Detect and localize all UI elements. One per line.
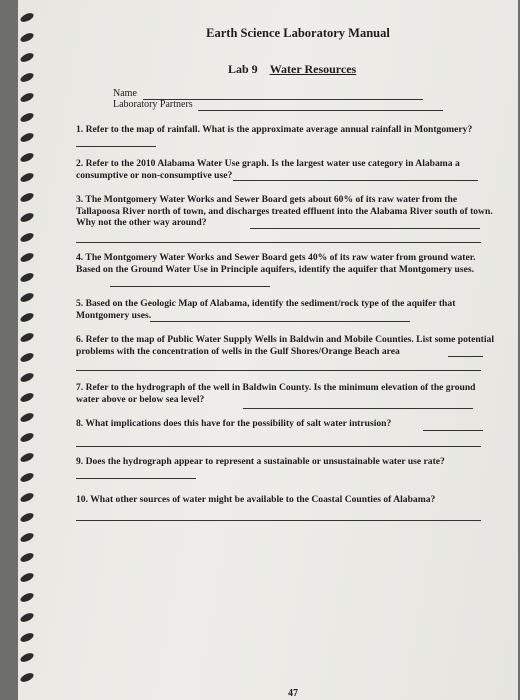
partners-field <box>113 99 193 110</box>
binding-ring <box>19 251 35 263</box>
binding-ring <box>19 651 35 663</box>
binding-ring <box>19 71 35 83</box>
answer-line-2[interactable] <box>233 180 478 181</box>
binding-ring <box>19 451 35 463</box>
partners-label: Laboratory Partners <box>113 99 193 110</box>
manual-title: Earth Science Laboratory Manual <box>206 26 390 40</box>
binding-ring <box>19 591 35 603</box>
binding-ring <box>19 191 35 203</box>
spiral-binding <box>18 0 40 700</box>
binding-ring <box>19 351 35 363</box>
question-6: 6. Refer to the map of Public Water Supply Wells in Baldwin and Mobile Counties. List some potential problems with the concentration of wells in the Gulf Shores/Orange Beach area <box>76 334 494 357</box>
lab-number: Lab 9 <box>228 62 258 76</box>
question-10: 10. What other sources of water might be available to the Coastal Counties of Alabama? <box>76 494 436 505</box>
binding-ring <box>19 311 35 323</box>
binding-ring <box>19 411 35 423</box>
answer-line-3b[interactable] <box>76 242 481 243</box>
answer-line-4[interactable] <box>110 286 270 287</box>
binding-ring <box>19 151 35 163</box>
answer-line-6b[interactable] <box>76 370 481 371</box>
binding-ring <box>19 531 35 543</box>
name-field <box>113 88 137 99</box>
binding-ring <box>19 231 35 243</box>
question-5: 5. Based on the Geologic Map of Alabama, identify the sediment/rock type of the aquifer that Montgomery uses. <box>76 298 456 321</box>
binding-ring <box>19 391 35 403</box>
binding-ring <box>19 611 35 623</box>
binding-ring <box>19 171 35 183</box>
binding-ring <box>19 491 35 503</box>
binding-ring <box>19 211 35 223</box>
binding-ring <box>19 331 35 343</box>
answer-line-7[interactable] <box>243 408 473 409</box>
partners-answer-line[interactable] <box>198 110 443 111</box>
question-9: 9. Does the hydrograph appear to represent a sustainable or unsustainable water use rate? <box>76 456 445 467</box>
binding-ring <box>19 291 35 303</box>
question-2: 2. Refer to the 2010 Alabama Water Use graph. Is the largest water use category in Alabama a consumptive or non-consumptive use? <box>76 158 460 181</box>
page-number: 47 <box>288 688 298 699</box>
answer-line-1[interactable] <box>76 146 156 147</box>
answer-line-10[interactable] <box>76 520 481 521</box>
binding-ring <box>19 571 35 583</box>
binding-ring <box>19 551 35 563</box>
question-1: 1. Refer to the map of rainfall. What is the approximate average annual rainfall in Montgomery? <box>76 124 473 135</box>
worksheet-page <box>18 0 518 700</box>
question-4: 4. The Montgomery Water Works and Sewer Board gets 40% of its raw water from ground water. Based on the Ground Water Use in Principle aquifers, identify the aquifer that Montgomery uses. <box>76 252 476 275</box>
lab-heading <box>228 62 356 77</box>
binding-ring <box>19 511 35 523</box>
binding-ring <box>19 51 35 63</box>
answer-line-6a[interactable] <box>448 356 483 357</box>
binding-ring <box>19 671 35 683</box>
binding-ring <box>19 131 35 143</box>
binding-ring <box>19 271 35 283</box>
lab-topic: Water Resources <box>269 62 357 76</box>
answer-line-9[interactable] <box>76 478 196 479</box>
binding-ring <box>19 371 35 383</box>
binding-ring <box>19 431 35 443</box>
question-3: 3. The Montgomery Water Works and Sewer Board gets about 60% of its raw water from the Tallapoosa River north of town, and discharges treated effluent into the Alabama River south of town. Why not the other way around? <box>76 194 493 228</box>
binding-ring <box>19 11 35 23</box>
answer-line-8a[interactable] <box>423 430 483 431</box>
answer-line-3a[interactable] <box>250 228 480 229</box>
binding-ring <box>19 471 35 483</box>
binding-ring <box>19 91 35 103</box>
answer-line-5[interactable] <box>150 321 410 322</box>
binding-ring <box>19 111 35 123</box>
name-label: Name <box>113 88 137 99</box>
binding-ring <box>19 631 35 643</box>
answer-line-8b[interactable] <box>76 446 481 447</box>
question-7: 7. Refer to the hydrograph of the well in Baldwin County. Is the minimum elevation of the ground water above or below sea level? <box>76 382 476 405</box>
question-8: 8. What implications does this have for the possibility of salt water intrusion? <box>76 418 392 429</box>
